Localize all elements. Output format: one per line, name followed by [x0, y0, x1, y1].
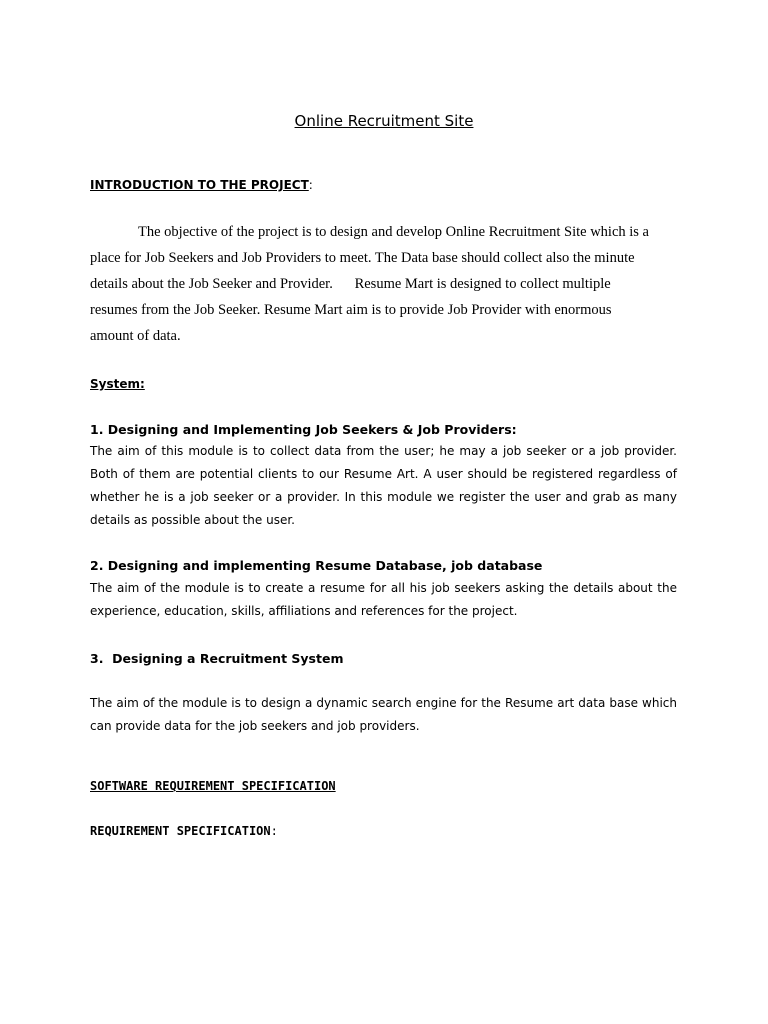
section-heading-3: 3. Designing a Recruitment System [90, 651, 344, 666]
srs-heading: SOFTWARE REQUIREMENT SPECIFICATION [90, 779, 336, 793]
intro-heading-colon: : [308, 178, 313, 192]
req-heading: REQUIREMENT SPECIFICATION [90, 824, 271, 838]
intro-line: place for Job Seekers and Job Providers to meet. The Data base should collect also the minute [90, 250, 635, 266]
intro-line: details about the Job Seeker and Provider. Resume Mart is designed to collect multiple [90, 276, 611, 292]
document-title: Online Recruitment Site [294, 112, 474, 130]
section-heading-1: 1. Designing and Implementing Job Seekers & Job Providers: [90, 422, 517, 437]
req-heading-colon: : [270, 824, 278, 838]
intro-paragraph [90, 219, 680, 349]
system-heading: System: [90, 377, 145, 391]
intro-line: resumes from the Job Seeker. Resume Mart aim is to provide Job Provider with enormous [90, 302, 612, 318]
req-heading-line [90, 824, 278, 838]
section-heading-2: 2. Designing and implementing Resume Database, job database [90, 558, 543, 573]
section-body-2: The aim of the module is to create a resume for all his job seekers asking the details about the experience, education, skills, affiliations and references for the project. [90, 581, 677, 618]
intro-line: The objective of the project is to design and develop Online Recruitment Site which is a [138, 224, 649, 240]
intro-heading: INTRODUCTION TO THE PROJECT [90, 178, 309, 192]
intro-line: amount of data. [90, 328, 181, 344]
section-body-1: The aim of this module is to collect data from the user; he may a job seeker or a job provider. Both of them are potential clients to our Resume Art. A user should be registered regardless of whether he is a job seeker or a provider. In this module we register the user and grab as many details as possible about the user. [90, 444, 677, 527]
section-body-3: The aim of the module is to design a dynamic search engine for the Resume art data base which can provide data for the job seekers and job providers. [90, 696, 677, 733]
intro-heading-line [90, 178, 313, 192]
